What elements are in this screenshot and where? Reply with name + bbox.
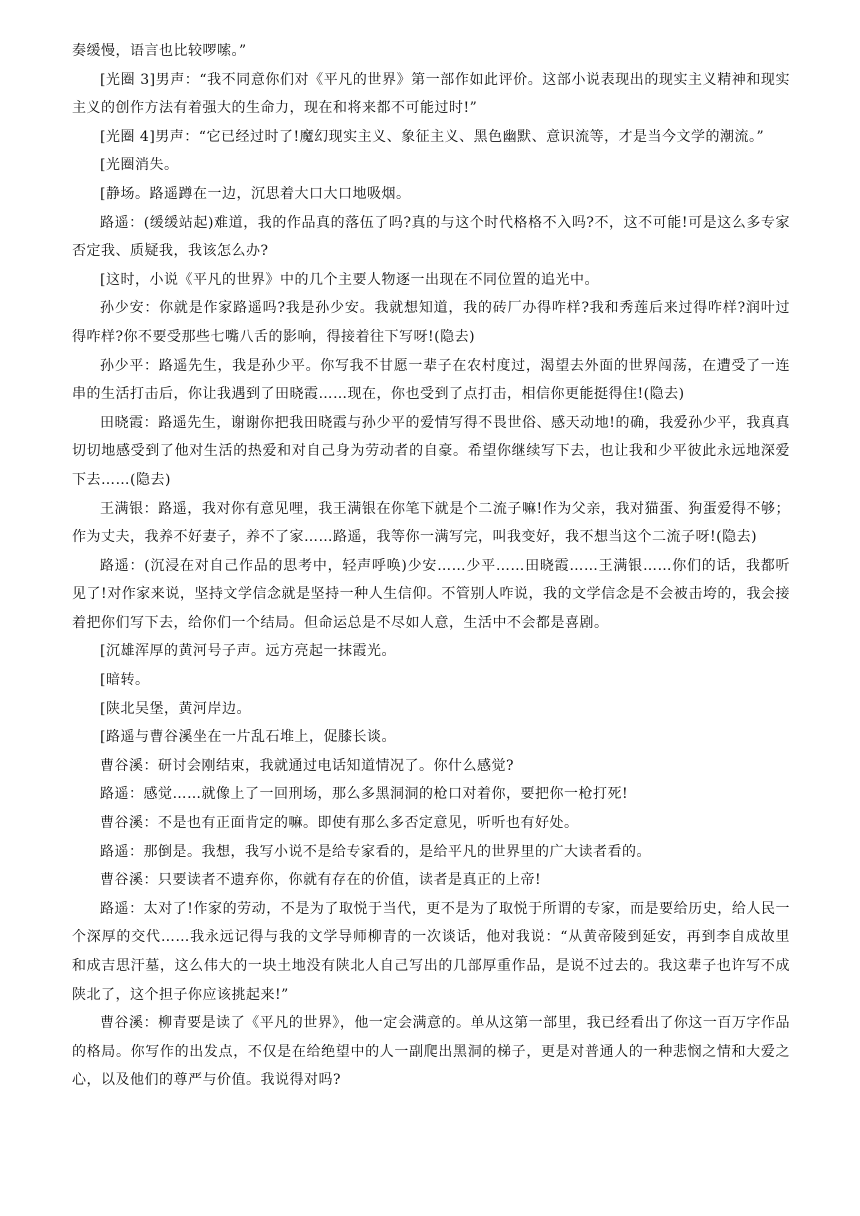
paragraph: 曹谷溪：不是也有正面肯定的嘛。即使有那么多否定意见，听听也有好处。 — [100, 815, 579, 832]
paragraph: 王满银：路遥，我对你有意见哩，我王满银在你笔下就是个二流子嘛!作为父亲，我对猫蛋、狗蛋爱得不够；作为丈夫，我养不好妻子，养不了家……路遥，我等你一满写完，叫我变好，我不想当这个二流子呀!(隐去) — [72, 500, 790, 546]
paragraph: [光圈 3]男声：“我不同意你们对《平凡的世界》第一部作如此评价。这部小说表现出的现实主义精神和现实主义的创作方法有着强大的生命力，现在和将来都不可能过时!” — [72, 71, 790, 117]
paragraph: [光圈消失。 — [100, 157, 179, 174]
paragraph: 孙少安：你就是作家路遥吗?我是孙少安。我就想知道，我的砖厂办得咋样?我和秀莲后来过得咋样?润叶过得咋样?你不要受那些七嘴八舌的影响，得接着往下写呀!(隐去) — [72, 300, 790, 345]
paragraph: 路遥：感觉……就像上了一回刑场，那么多黑洞洞的枪口对着你，要把你一枪打死! — [100, 786, 629, 803]
paragraph: [路遥与曹谷溪坐在一片乱石堆上，促膝长谈。 — [100, 729, 396, 746]
paragraph: 奏缓慢，语言也比较啰嗦。” — [72, 43, 247, 59]
paragraph: 田晓霞：路遥先生，谢谢你把我田晓霞与孙少平的爱情写得不畏世俗、感天动地!的确，我爱孙少平，我真真切切地感受到了他对生活的热爱和对自己身为劳动者的自豪。希望你继续写下去，也让我和少平彼此永远地深爱下去……(隐去) — [72, 414, 790, 488]
paragraph: [光圈 4]男声：“它已经过时了!魔幻现实主义、象征主义、黑色幽默、意识流等，才是当今文学的潮流。” — [100, 128, 765, 145]
paragraph: 曹谷溪：柳青要是读了《平凡的世界》，他一定会满意的。单从这第一部里，我已经看出了你这一百万字作品的格局。你写作的出发点，不仅是在给绝望中的人一副爬出黑洞的梯子，更是对普通人的一种悲悯之情和大爱之心，以及他们的尊严与价值。我说得对吗? — [72, 1015, 790, 1089]
paragraph: [暗转。 — [100, 672, 150, 689]
paragraph: 孙少平：路遥先生，我是孙少平。你写我不甘愿一辈子在农村度过，渴望去外面的世界闯荡，在遭受了一连串的生活打击后，你让我遇到了田晓霞……现在，你也受到了点打击，相信你更能挺得住!(隐去) — [72, 357, 790, 403]
paragraph: [静场。路遥蹲在一边，沉思着大口大口地吸烟。 — [100, 185, 411, 202]
paragraph: 路遥：那倒是。我想，我写小说不是给专家看的，是给平凡的世界里的广大读者看的。 — [100, 843, 651, 860]
paragraph: 路遥：(缓缓站起)难道，我的作品真的落伍了吗?真的与这个时代格格不入吗?不，这不可能!可是这么多专家否定我、质疑我，我该怎么办? — [72, 214, 790, 260]
paragraph: 路遥：(沉浸在对自己作品的思考中，轻声呼唤)少安……少平……田晓霞……王满银……你们的话，我都听见了!对作家来说，坚持文学信念就是坚持一种人生信仰。不管别人咋说，我的文学信念是不会被击垮的，我会接着把你们写下去，给你们一个结局。但命运总是不尽如人意，生活中不会都是喜剧。 — [72, 557, 790, 631]
paragraph: 曹谷溪：只要读者不遗弃你，你就有存在的价值，读者是真正的上帝! — [100, 872, 542, 889]
paragraph: 路遥：太对了!作家的劳动，不是为了取悦于当代，更不是为了取悦于所谓的专家，而是要给历史，给人民一个深厚的交代……我永远记得与我的文学导师柳青的一次谈话，他对我说：“从黄帝陵到延安，再到李自成故里和成吉思汗墓，这么伟大的一块土地没有陕北人自己写出的几部厚重作品，是说不过去的。我这辈子也许写不成陕北了，这个担子你应该挑起来!” — [72, 900, 790, 1003]
paragraph: [这时，小说《平凡的世界》中的几个主要人物逐一出现在不同位置的追光中。 — [100, 271, 599, 288]
paragraph: [陕北吴堡，黄河岸边。 — [100, 700, 251, 717]
paragraph: 曹谷溪：研讨会刚结束，我就通过电话知道情况了。你什么感觉? — [100, 757, 515, 774]
paragraph: [沉雄浑厚的黄河号子声。远方亮起一抹霞光。 — [100, 643, 396, 660]
document-body — [72, 37, 790, 1095]
